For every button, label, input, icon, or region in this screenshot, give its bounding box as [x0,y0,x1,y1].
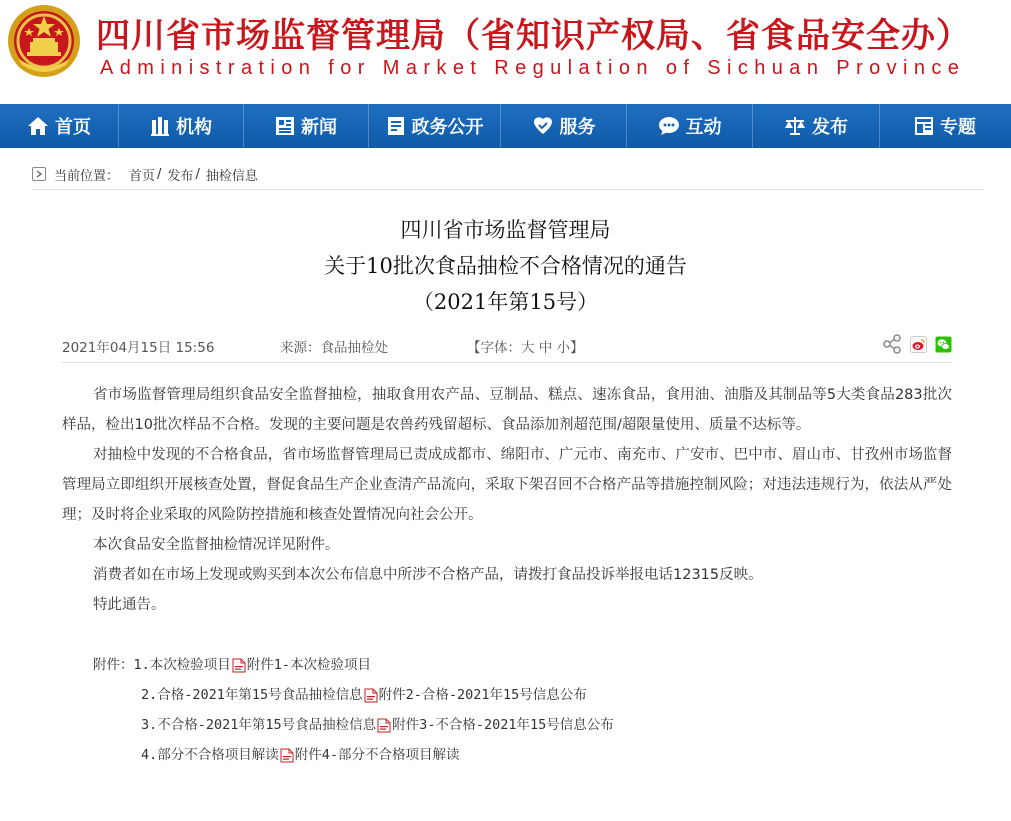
article-title-line-3: （2021年第15号） [412,290,599,314]
pdf-file-icon [377,718,391,733]
breadcrumb-separator: / [157,166,162,182]
attachment-title: 1.本次检验项目 [133,657,231,673]
breadcrumb-publish-link[interactable]: 发布 [167,168,194,184]
building-icon [150,116,170,136]
nav-item-topics[interactable] [880,104,1010,148]
wechat-icon[interactable] [935,336,952,353]
scale-icon [784,116,806,136]
national-emblem-icon [7,4,81,78]
breadcrumb-label: 当前位置： [54,168,120,184]
site-header [0,0,1011,104]
breadcrumb [32,165,258,183]
attachment-link[interactable]: 附件2-合格-2021年15号信息公布 [378,687,587,703]
nav-label-home: 首页 [55,117,91,138]
attachment-item [62,650,952,680]
attachment-item [62,680,952,710]
attachments-label: 附件： [93,657,134,673]
home-icon [27,116,49,136]
topic-icon [914,116,934,136]
newspaper-icon [275,116,295,136]
breadcrumb-separator: / [195,166,200,182]
attachment-item [62,740,952,770]
attachment-title: 3.不合格-2021年第15号食品抽检信息 [141,717,377,733]
article-title [0,214,1011,318]
article-title-line-1: 四川省市场监督管理局 [400,218,611,242]
article-paragraph: 特此通告。 [93,597,166,613]
pdf-file-icon [364,688,378,703]
attachment-title: 4.部分不合格项目解读 [141,747,279,763]
nav-label-news: 新闻 [301,117,337,138]
nav-item-publish[interactable] [753,104,879,148]
breadcrumb-divider [32,189,984,190]
share-icons [882,334,952,354]
attachment-list [62,650,952,770]
attachment-title: 2.合格-2021年第15号食品抽检信息 [141,687,363,703]
nav-item-home[interactable] [0,104,118,148]
article-meta [62,334,952,356]
nav-label-interaction: 互动 [685,117,722,138]
nav-label-topics: 专题 [940,117,976,138]
site-subtitle: Administration for Market Regulation of Sichuan Province [100,57,966,79]
chevron-right-icon [32,167,46,181]
breadcrumb-home-link[interactable]: 首页 [129,168,156,184]
article-title-line-2: 关于10批次食品抽检不合格情况的通告 [324,254,687,278]
article-paragraph: 省市场监督管理局组织食品安全监督抽检，抽取食用农产品、豆制品、糕点、速冻食品，食用油、油脂及其制品等5大类食品283批次样品，检出10批次样品不合格。发现的主要问题是农兽药残留超标、食品添加剂超范围/超限量使用、质量不达标等。 [62,387,952,433]
weibo-icon[interactable] [910,336,927,353]
document-icon [386,116,406,136]
pdf-file-icon [280,748,294,763]
nav-label-services: 服务 [559,117,596,138]
nav-label-publish: 发布 [812,117,848,138]
article-paragraph: 消费者如在市场上发现或购买到本次公布信息中所涉不合格产品，请拨打食品投诉举报电话12315反映。 [93,567,763,583]
article-paragraph: 本次食品安全监督抽检情况详见附件。 [93,537,340,553]
nav-label-government-affairs: 政务公开 [411,117,484,138]
nav-item-government-affairs[interactable] [369,104,500,148]
attachment-link[interactable]: 附件4-部分不合格项目解读 [294,747,460,763]
site-title: 四川省市场监督管理局（省知识产权局、省食品安全办） [96,16,971,56]
meta-divider [62,362,952,363]
nav-item-news[interactable] [244,104,368,148]
attachment-link[interactable]: 附件3-不合格-2021年15号信息公布 [392,717,614,733]
publish-date: 2021年04月15日 15:56 [62,340,215,356]
nav-item-organization[interactable] [119,104,243,148]
font-size-control[interactable]: 【字体：大 中 小】 [467,340,584,356]
share-icon[interactable] [882,334,902,354]
article-body [62,380,952,770]
main-nav [0,104,1011,148]
attachment-item [62,710,952,740]
attachment-link[interactable]: 附件1-本次检验项目 [246,657,372,673]
article-source: 来源：食品抽检处 [280,340,388,356]
spacer [62,620,952,650]
nav-item-services[interactable] [501,104,626,148]
breadcrumb-inspection-link[interactable]: 抽检信息 [205,168,258,184]
pdf-file-icon [232,658,246,673]
service-icon [532,116,554,136]
nav-item-interaction[interactable] [627,104,752,148]
chat-icon [658,116,680,136]
nav-label-organization: 机构 [176,117,212,138]
article-paragraph: 对抽检中发现的不合格食品，省市场监督管理局已责成成都市、绵阳市、广元市、南充市、广安市、巴中市、眉山市、甘孜州市场监督管理局立即组织开展核查处置，督促食品生产企业查清产品流向，采取下架召回不合格产品等措施控制风险；对违法违规行为，依法从严处理；及时将企业采取的风险防控措施和核查处置情况向社会公开。 [62,447,952,523]
